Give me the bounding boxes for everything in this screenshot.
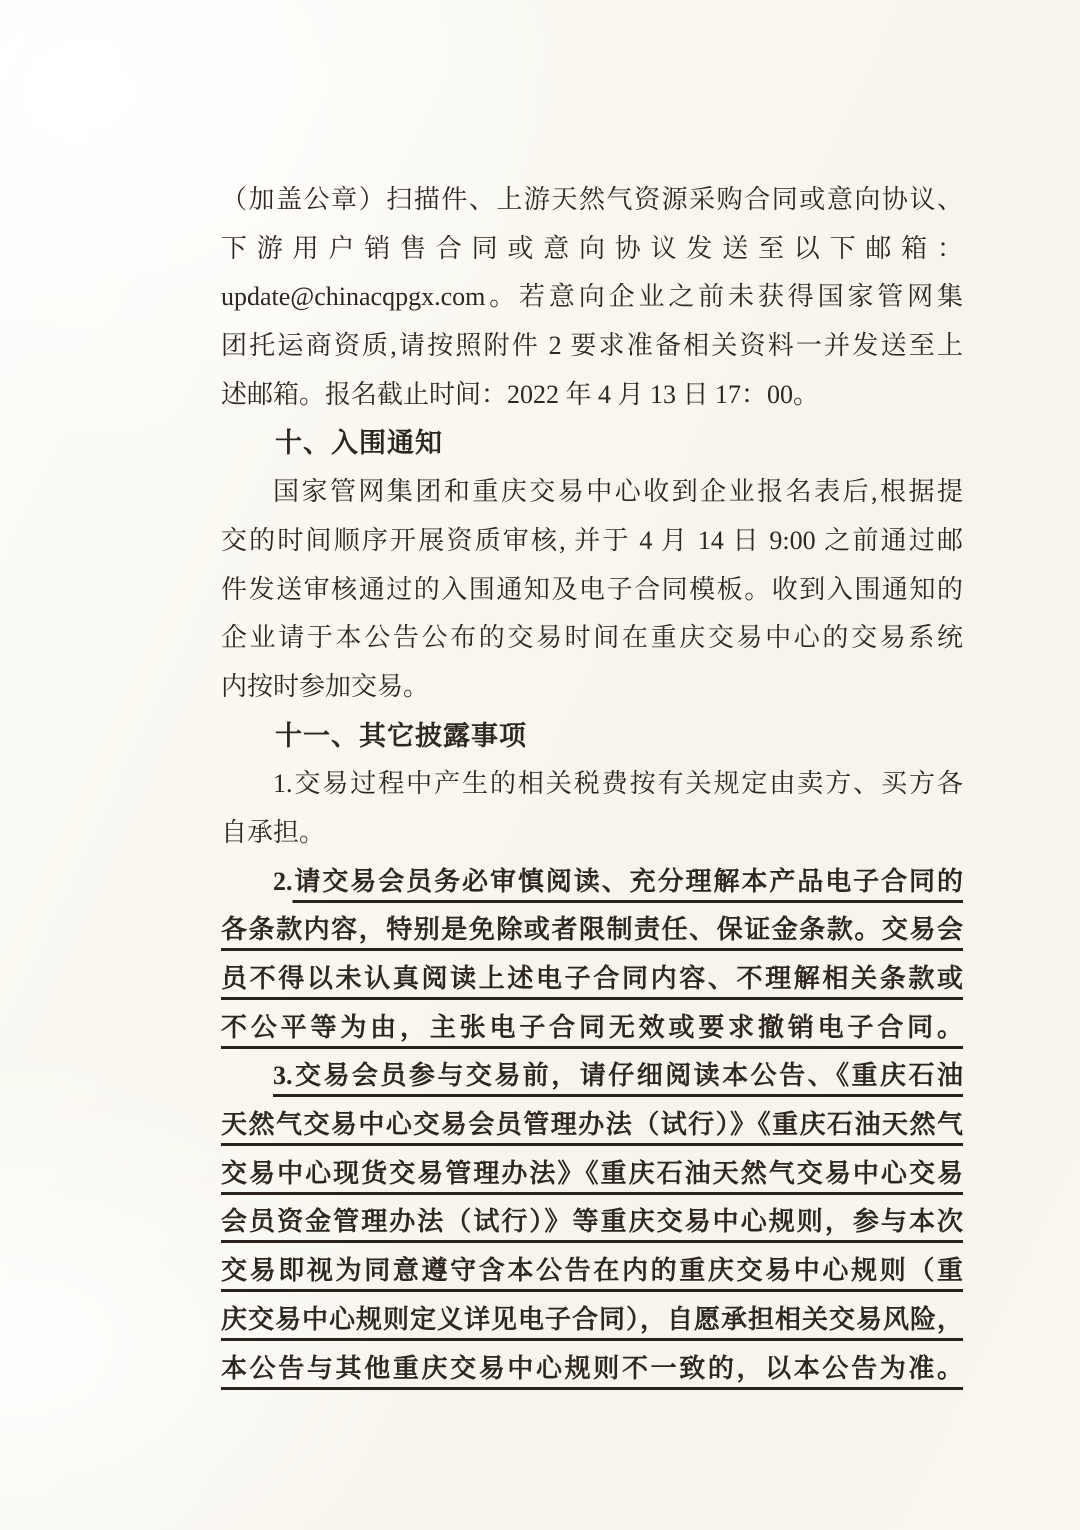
text-line xyxy=(221,517,963,566)
text-line xyxy=(221,663,963,712)
paragraph xyxy=(221,760,963,857)
paragraph xyxy=(221,176,963,419)
text-line xyxy=(221,1101,963,1150)
section-heading xyxy=(221,419,963,468)
list-number: 2. xyxy=(273,866,293,896)
line-text: 员不得以未认真阅读上述电子合同内容、不理解相关条款或 xyxy=(221,964,963,993)
text-line xyxy=(221,906,963,955)
document-content xyxy=(221,176,963,1393)
text-line xyxy=(221,419,963,468)
paragraph xyxy=(221,1052,963,1393)
line-text: 交的时间顺序开展资质审核, 并于 4 月 14 日 9:00 之前通过邮 xyxy=(221,525,963,555)
line-text: 内按时参加交易。 xyxy=(221,671,430,701)
text-line xyxy=(221,176,963,225)
text-line xyxy=(221,468,963,517)
text-line xyxy=(221,1052,963,1101)
line-text: 本公告与其他重庆交易中心规则不一致的，以本公告为准。 xyxy=(221,1353,963,1383)
line-text: 不公平等为由，主张电子合同无效或要求撤销电子合同。 xyxy=(221,1012,963,1042)
line-text: 各条款内容，特别是免除或者限制责任、保证金条款。交易会 xyxy=(221,915,963,945)
text-line xyxy=(221,1345,963,1394)
text-line xyxy=(221,760,963,809)
text-line xyxy=(221,273,963,322)
text-line xyxy=(221,858,963,907)
line-text: 下游用户销售合同或意向协议发送至以下邮箱： xyxy=(221,233,963,263)
line-text: 请交易会员务必审慎阅读、充分理解本产品电子合同的 xyxy=(292,866,963,896)
text-line xyxy=(221,955,963,1004)
line-text: 国家管网集团和重庆交易中心收到企业报名表后,根据提 xyxy=(273,477,963,507)
line-text: 交易即视为同意遵守含本公告在内的重庆交易中心规则（重 xyxy=(221,1256,963,1286)
section-heading xyxy=(221,712,963,761)
text-line xyxy=(221,1296,963,1345)
line-text: update@chinacqpgx.com。若意向企业之前未获得国家管网集 xyxy=(221,282,963,312)
text-line xyxy=(221,1198,963,1247)
text-line xyxy=(221,614,963,663)
line-text: 庆交易中心规则定义详见电子合同），自愿承担相关交易风险， xyxy=(221,1304,963,1334)
line-text: 述邮箱。报名截止时间：2022 年 4 月 13 日 17：00。 xyxy=(221,379,820,409)
line-text: 会员资金管理办法（试行）》等重庆交易中心规则，参与本次 xyxy=(221,1207,963,1237)
line-text: 交易中心现货交易管理办法》《重庆石油天然气交易中心交易 xyxy=(221,1158,963,1188)
paragraph xyxy=(221,858,963,1053)
text-line xyxy=(221,1004,963,1053)
text-line xyxy=(221,371,963,420)
line-text: 企业请于本公告公布的交易时间在重庆交易中心的交易系统 xyxy=(221,623,963,653)
line-text: 天然气交易中心交易会员管理办法（试行）》《重庆石油天然气 xyxy=(221,1110,963,1140)
text-line xyxy=(221,225,963,274)
line-text: 件发送审核通过的入围通知及电子合同模板。收到入围通知的 xyxy=(221,574,963,604)
line-text: 1.交易过程中产生的相关税费按有关规定由卖方、买方各 xyxy=(273,769,963,799)
line-text: 自承担。 xyxy=(221,817,326,847)
text-line xyxy=(221,809,963,858)
text-line xyxy=(221,566,963,615)
text-line xyxy=(221,1150,963,1199)
line-text: 团托运商资质,请按照附件 2 要求准备相关资料一并发送至上 xyxy=(221,331,963,361)
line-text: 3.交易会员参与交易前，请仔细阅读本公告、《重庆石油 xyxy=(273,1061,963,1091)
text-line xyxy=(221,712,963,761)
line-text: 十一、其它披露事项 xyxy=(275,720,527,751)
line-text: 十、入围通知 xyxy=(275,428,443,459)
text-line xyxy=(221,1247,963,1296)
line-text: （加盖公章）扫描件、上游天然气资源采购合同或意向协议、 xyxy=(221,185,963,214)
text-line xyxy=(221,322,963,371)
paragraph xyxy=(221,468,963,711)
